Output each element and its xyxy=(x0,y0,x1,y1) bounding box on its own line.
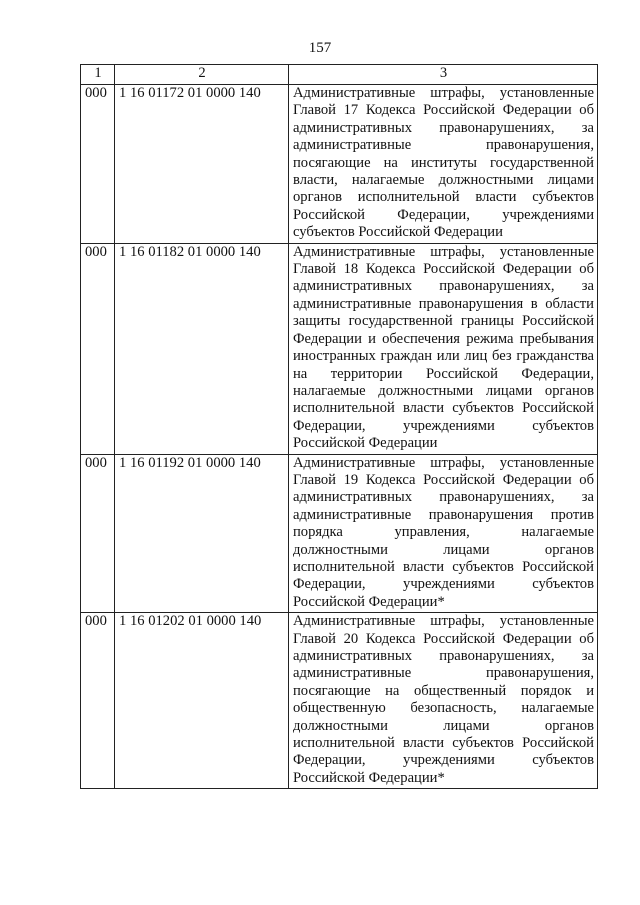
admin-code-cell: 000 xyxy=(81,243,115,454)
table-row xyxy=(81,243,598,454)
column-header-2: 2 xyxy=(115,65,289,85)
classification-code-cell: 1 16 01202 01 0000 140 xyxy=(115,613,289,789)
admin-code-cell: 000 xyxy=(81,454,115,613)
budget-classification-table xyxy=(80,64,598,789)
classification-code-cell: 1 16 01172 01 0000 140 xyxy=(115,85,289,244)
description-cell: Административные штрафы, установленные Главой 17 Кодекса Российской Федерации об административных правонарушениях, за административные правонарушения, посягающие на институты государственной власти, налагаемые должностными лицами органов исполнительной власти субъектов Российской Федерации, учреждениями субъектов Российской Федерации xyxy=(289,85,598,244)
admin-code-cell: 000 xyxy=(81,613,115,789)
table-row xyxy=(81,613,598,789)
classification-code-cell: 1 16 01192 01 0000 140 xyxy=(115,454,289,613)
column-header-1: 1 xyxy=(81,65,115,85)
table-row xyxy=(81,454,598,613)
admin-code-cell: 000 xyxy=(81,85,115,244)
table-header-row xyxy=(81,65,598,85)
column-header-3: 3 xyxy=(289,65,598,85)
classification-code-cell: 1 16 01182 01 0000 140 xyxy=(115,243,289,454)
description-cell: Административные штрафы, установленные Главой 19 Кодекса Российской Федерации об административных правонарушениях, за административные правонарушения против порядка управления, налагаемые должностными лицами органов исполнительной власти субъектов Российской Федерации, учреждениями субъектов Российской Федерации* xyxy=(289,454,598,613)
description-cell: Административные штрафы, установленные Главой 18 Кодекса Российской Федерации об административных правонарушениях, за административные правонарушения в области защиты государственной границы Российской Федерации и обеспечения режима пребывания иностранных граждан или лиц без гражданства на территории Российской Федерации, налагаемые должностными лицами органов исполнительной власти субъектов Российской Федерации, учреждениями субъектов Российской Федерации xyxy=(289,243,598,454)
table-row xyxy=(81,85,598,244)
description-cell: Административные штрафы, установленные Главой 20 Кодекса Российской Федерации об административных правонарушениях, за административные правонарушения, посягающие на общественный порядок и общественную безопасность, налагаемые должностными лицами органов исполнительной власти субъектов Российской Федерации, учреждениями субъектов Российской Федерации* xyxy=(289,613,598,789)
page-number: 157 xyxy=(308,40,332,56)
